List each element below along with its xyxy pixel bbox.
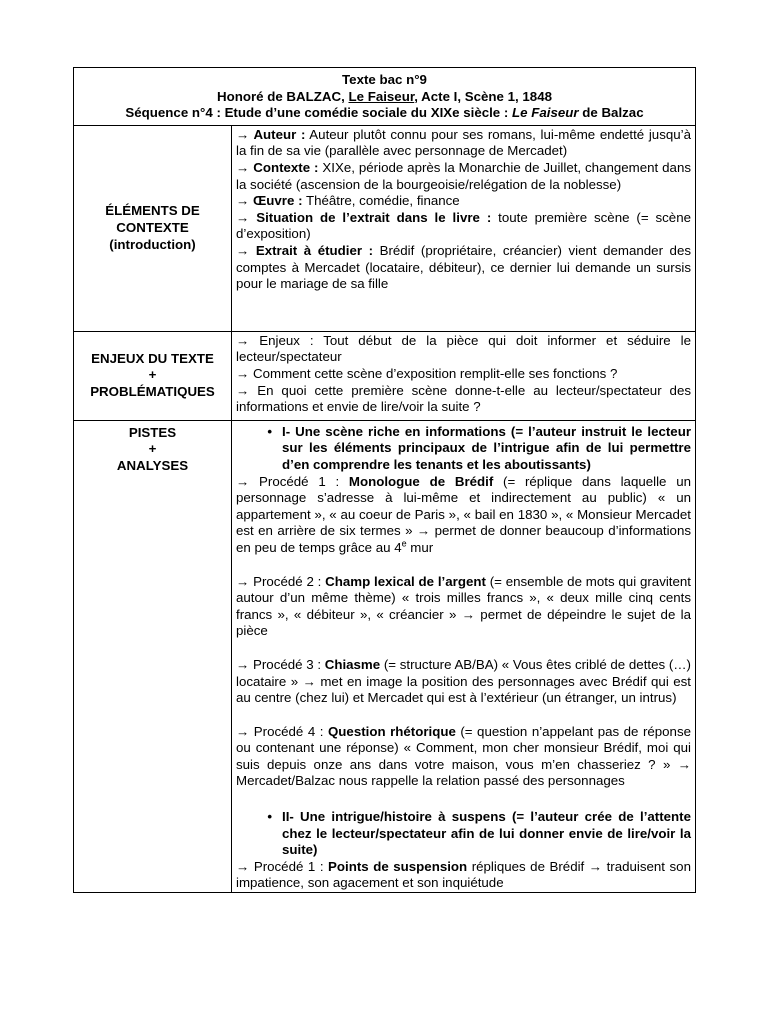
author-name: Honoré de BALZAC, [216, 88, 349, 104]
header-cell [74, 68, 696, 126]
situation-paragraph [236, 210, 691, 243]
device-lead: → Procédé 4 : [236, 723, 328, 739]
question-paragraph: → En quoi cette première scène donne-t-elle au lecteur/spectateur des informations et envie de lire/voir la suite ? [236, 382, 691, 415]
device-lead: → Procédé 3 : [236, 656, 325, 672]
extract-paragraph [236, 243, 691, 293]
context-text: XIXe, période après la Monarchie de Juillet, changement dans la société (ascension de la bourgeoisie/relégation de la noblesse) [236, 159, 691, 192]
device-text: (= ensemble de mots qui gravitent autour d’un même thème) « trois milles francs », « deux mille cinq cents francs », « débiteur », « créancier » → permet de dépeindre le sujet de la pièce [236, 573, 691, 639]
superscript: e [401, 538, 407, 549]
document-page [73, 67, 695, 893]
stakes-label-line: PROBLÉMATIQUES [90, 384, 215, 400]
bullet-icon: • [267, 423, 272, 439]
device-key: Question rhétorique [327, 723, 456, 739]
device-2-paragraph [236, 574, 691, 640]
author-paragraph [236, 127, 691, 160]
device-lead: → Procédé 2 : [236, 573, 326, 589]
extract-text: Brédif (propriétaire, créancier) vient demander des comptes à Mercadet (locataire, débiteur), ce dernier lui demande un sursis pour le mariage de sa fille [236, 242, 691, 292]
stakes-label-cell [74, 331, 232, 420]
situation-text: toute première scène (= scène d’exposition) [236, 209, 691, 242]
device-key: Points de suspension [328, 858, 468, 874]
situation-key: → Situation de l’extrait dans le livre : [236, 209, 492, 225]
device-1-paragraph [236, 474, 691, 557]
device-4-paragraph [236, 724, 691, 790]
device-key: Chiasme [324, 656, 381, 672]
device-text: (= structure AB/BA) « Vous êtes criblé de dettes (…) locataire » → met en image la position des personnages avec Brédif qui est au centre (chez lui) et Mercadet qui est à l’extérieur (un étranger, un intrus) [236, 656, 691, 706]
work-reference [78, 89, 691, 106]
sequence-work-title: Le Faiseur [512, 105, 579, 121]
analysis-content-cell [232, 420, 696, 892]
context-label-line: ÉLÉMENTS DE [105, 203, 200, 219]
analysis-label-line: ANALYSES [116, 457, 189, 473]
study-sheet-table [73, 67, 696, 893]
work-text: Théâtre, comédie, finance [302, 193, 460, 209]
work-paragraph [236, 193, 691, 210]
part-two-heading [236, 809, 691, 859]
author-key: → Auteur : [236, 126, 306, 142]
stakes-paragraph: → Enjeux : Tout début de la pièce qui doit informer et séduire le lecteur/spectateur [236, 332, 691, 365]
stakes-content-cell [232, 331, 696, 420]
device-text: (= question n’appelant pas de réponse ou contenant une réponse) « Comment, mon cher monsieur Brédif, moi qui suis depuis onze ans dans votre maison, vous m’en chasseriez ? » → Mercadet/Balzac nous rappelle la relation passé des personnages [236, 723, 691, 789]
context-content-cell [232, 125, 696, 331]
device-text: répliques de Brédif → traduisent son impatience, son agacement et son inquiétude [236, 858, 691, 891]
device-lead: → Procédé 1 : [236, 473, 349, 489]
bullet-icon: • [267, 809, 272, 825]
device-5-paragraph [236, 859, 691, 892]
device-key: Champ lexical de l’argent [325, 573, 486, 589]
sequence-title [78, 105, 691, 122]
author-text: Auteur plutôt connu pour ses romans, lui-même endetté jusqu’à la fin de sa vie (parallèle avec personnage de Mercadet) [236, 126, 691, 159]
part-two-title: II- Une intrigue/histoire à suspens (= l’auteur crée de l’attente chez le lecteur/spectateur afin de lui donner envie de lire/voir la suite) [282, 809, 691, 858]
device-text: (= réplique dans laquelle un personnage s’adresse à lui-même et indirectement au public) « un appartement », « au coeur de Paris », « bail en 1830 », « Monsieur Mercadet est en arrière de six termes » → permet de donner beaucoup d’informations en peu de temps grâce au 4 [236, 473, 691, 555]
sequence-author: de Balzac [578, 105, 644, 121]
context-label-line: (introduction) [109, 236, 196, 252]
stakes-label-line: ENJEUX DU TEXTE [91, 350, 214, 366]
part-one-title: I- Une scène riche en informations (= l’auteur instruit le lecteur sur les éléments principaux de l’intrigue afin de lui permettre d’en comprendre les tenants et les aboutissants) [282, 423, 691, 472]
sequence-label: Séquence n°4 : Etude d’une comédie sociale du XIXe siècle : [125, 105, 513, 121]
header-row [74, 68, 696, 126]
analysis-row [74, 420, 696, 892]
context-label-line: CONTEXTE [116, 219, 189, 235]
act-scene: , Acte I, Scène 1, 1848 [414, 88, 552, 104]
analysis-label-cell [74, 420, 232, 892]
stakes-label-line: + [148, 367, 157, 383]
stakes-row [74, 331, 696, 420]
work-title: Le Faiseur [348, 88, 415, 104]
text-number: Texte bac n°9 [342, 72, 427, 87]
context-row [74, 125, 696, 331]
spacer [236, 640, 691, 657]
work-key: → Œuvre : [236, 193, 303, 209]
spacer [236, 707, 691, 724]
device-text-end: mur [406, 539, 434, 555]
device-lead: → Procédé 1 : [236, 858, 329, 874]
context-label-cell [74, 125, 232, 331]
analysis-label-line: PISTES [128, 424, 177, 440]
question-paragraph: → Comment cette scène d’exposition remplit-elle ses fonctions ? [236, 365, 618, 381]
device-key: Monologue de Brédif [348, 473, 494, 489]
context-paragraph [236, 160, 691, 193]
context-key: → Contexte : [236, 159, 319, 175]
spacer [236, 790, 691, 807]
analysis-label-line: + [148, 441, 157, 457]
spacer [236, 557, 691, 574]
part-one-heading [236, 424, 691, 474]
device-3-paragraph [236, 657, 691, 707]
extract-key: → Extrait à étudier : [236, 242, 374, 258]
